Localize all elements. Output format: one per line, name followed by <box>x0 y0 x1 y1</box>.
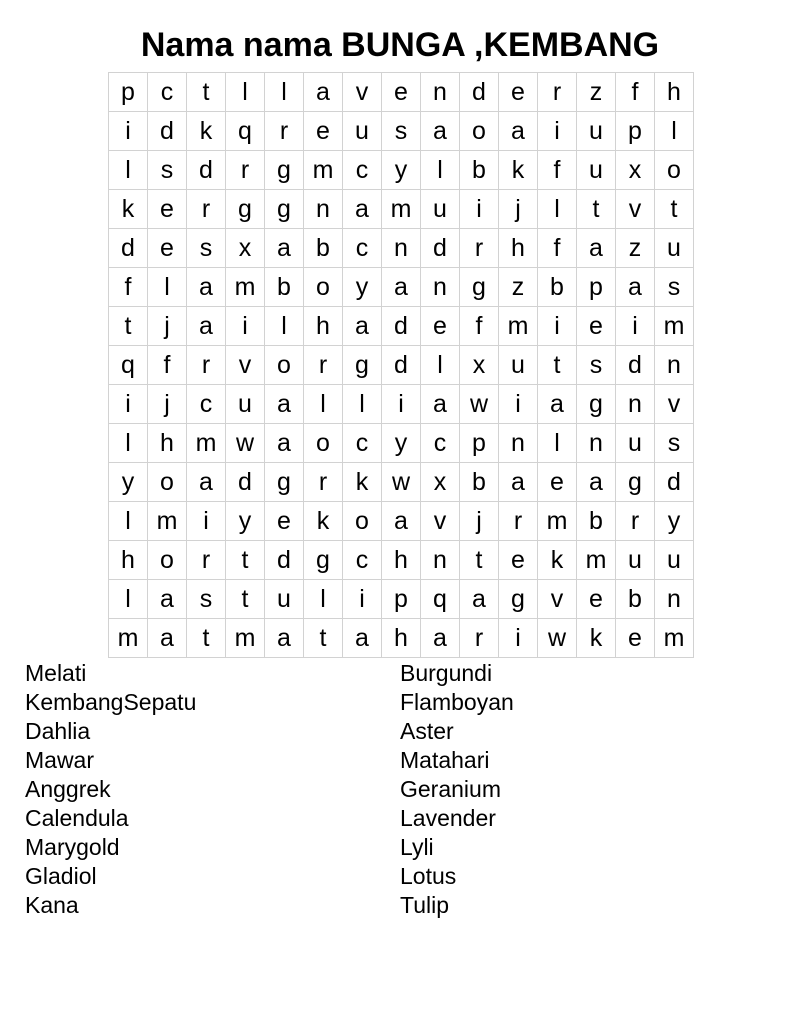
grid-cell[interactable]: e <box>577 580 616 619</box>
grid-cell[interactable]: c <box>343 541 382 580</box>
word-list-item: Marygold <box>25 834 120 860</box>
grid-cell[interactable]: r <box>226 151 265 190</box>
grid-cell[interactable]: h <box>499 229 538 268</box>
grid-cell[interactable]: a <box>343 190 382 229</box>
grid-cell[interactable]: g <box>460 268 499 307</box>
grid-cell[interactable]: s <box>577 346 616 385</box>
grid-cell[interactable]: c <box>343 229 382 268</box>
grid-cell[interactable]: w <box>460 385 499 424</box>
grid-cell[interactable]: c <box>343 424 382 463</box>
word-list-left <box>25 659 196 920</box>
grid-cell[interactable]: n <box>421 541 460 580</box>
grid-cell[interactable]: v <box>343 73 382 112</box>
grid-cell[interactable]: l <box>109 151 148 190</box>
grid-cell[interactable]: b <box>460 463 499 502</box>
grid-cell[interactable]: e <box>616 619 655 658</box>
grid-cell[interactable]: d <box>382 307 421 346</box>
grid-cell[interactable]: a <box>265 229 304 268</box>
grid-cell[interactable]: i <box>538 307 577 346</box>
grid-cell[interactable]: e <box>499 541 538 580</box>
grid-cell[interactable]: j <box>148 385 187 424</box>
grid-cell[interactable]: d <box>109 229 148 268</box>
page-title: Nama nama BUNGA ,KEMBANG <box>140 26 660 64</box>
grid-cell[interactable]: p <box>577 268 616 307</box>
grid-row <box>109 268 694 307</box>
grid-cell[interactable]: t <box>109 307 148 346</box>
grid-cell[interactable]: l <box>538 190 577 229</box>
grid-row <box>109 73 694 112</box>
grid-cell[interactable]: y <box>343 268 382 307</box>
grid-cell[interactable]: y <box>226 502 265 541</box>
grid-cell[interactable]: x <box>226 229 265 268</box>
grid-cell[interactable]: k <box>499 151 538 190</box>
grid-cell[interactable]: k <box>343 463 382 502</box>
grid-cell[interactable]: w <box>382 463 421 502</box>
grid-cell[interactable]: a <box>343 307 382 346</box>
grid-cell[interactable]: l <box>109 424 148 463</box>
grid-cell[interactable]: d <box>187 151 226 190</box>
grid-cell[interactable]: a <box>421 619 460 658</box>
grid-cell[interactable]: s <box>382 112 421 151</box>
grid-cell[interactable]: s <box>187 229 226 268</box>
grid-cell[interactable]: l <box>421 346 460 385</box>
grid-cell[interactable]: t <box>187 619 226 658</box>
grid-cell[interactable]: g <box>226 190 265 229</box>
grid-cell[interactable]: i <box>109 385 148 424</box>
grid-cell[interactable]: a <box>499 463 538 502</box>
grid-cell[interactable]: f <box>109 268 148 307</box>
grid-cell[interactable]: e <box>577 307 616 346</box>
grid-cell[interactable]: g <box>265 190 304 229</box>
grid-cell[interactable]: u <box>499 346 538 385</box>
grid-cell[interactable]: t <box>187 73 226 112</box>
grid-cell[interactable]: r <box>460 229 499 268</box>
grid-cell[interactable]: w <box>226 424 265 463</box>
grid-cell[interactable]: a <box>382 268 421 307</box>
grid-cell[interactable]: b <box>304 229 343 268</box>
grid-cell[interactable]: r <box>460 619 499 658</box>
grid-cell[interactable]: k <box>187 112 226 151</box>
grid-cell[interactable]: e <box>382 73 421 112</box>
grid-cell[interactable]: r <box>187 541 226 580</box>
grid-cell[interactable]: a <box>577 463 616 502</box>
grid-cell[interactable]: d <box>226 463 265 502</box>
grid-cell[interactable]: y <box>109 463 148 502</box>
grid-row <box>109 229 694 268</box>
grid-cell[interactable]: t <box>460 541 499 580</box>
word-list-item: KembangSepatu <box>25 689 197 715</box>
grid-row <box>109 463 694 502</box>
grid-cell[interactable]: a <box>538 385 577 424</box>
grid-cell[interactable]: e <box>499 73 538 112</box>
grid-cell[interactable]: p <box>382 580 421 619</box>
grid-cell[interactable]: f <box>616 73 655 112</box>
grid-cell[interactable]: a <box>265 424 304 463</box>
grid-cell[interactable]: n <box>382 229 421 268</box>
grid-cell[interactable]: a <box>616 268 655 307</box>
grid-cell[interactable]: r <box>187 190 226 229</box>
grid-cell[interactable]: u <box>577 151 616 190</box>
grid-row <box>109 151 694 190</box>
grid-cell[interactable]: k <box>577 619 616 658</box>
word-list-item: Mawar <box>25 747 95 773</box>
word-list-item: Calendula <box>25 805 129 831</box>
grid-cell[interactable]: g <box>304 541 343 580</box>
grid-cell[interactable]: u <box>655 541 694 580</box>
grid-cell[interactable]: r <box>265 112 304 151</box>
grid-cell[interactable]: x <box>421 463 460 502</box>
grid-cell[interactable]: b <box>460 151 499 190</box>
grid-cell[interactable]: g <box>265 151 304 190</box>
grid-cell[interactable]: a <box>499 112 538 151</box>
grid-cell[interactable]: t <box>304 619 343 658</box>
grid-cell[interactable]: h <box>382 619 421 658</box>
grid-cell[interactable]: c <box>421 424 460 463</box>
grid-cell[interactable]: m <box>655 619 694 658</box>
grid-cell[interactable]: o <box>343 502 382 541</box>
grid-cell[interactable]: d <box>265 541 304 580</box>
word-list-item: Lyli <box>400 834 434 860</box>
grid-cell[interactable]: m <box>577 541 616 580</box>
grid-cell[interactable]: z <box>499 268 538 307</box>
grid-cell[interactable]: a <box>148 580 187 619</box>
grid-cell[interactable]: j <box>499 190 538 229</box>
grid-cell[interactable]: u <box>421 190 460 229</box>
grid-cell[interactable]: f <box>538 151 577 190</box>
word-list-item: Dahlia <box>25 718 91 744</box>
grid-row <box>109 385 694 424</box>
grid-cell[interactable]: i <box>109 112 148 151</box>
grid-cell[interactable]: p <box>616 112 655 151</box>
grid-cell[interactable]: f <box>538 229 577 268</box>
word-list-item: Burgundi <box>400 660 493 686</box>
grid-cell[interactable]: t <box>538 346 577 385</box>
word-list-right <box>400 659 514 920</box>
grid-cell[interactable]: a <box>421 385 460 424</box>
grid-cell[interactable]: a <box>421 112 460 151</box>
grid-cell[interactable]: f <box>148 346 187 385</box>
grid-cell[interactable]: l <box>109 502 148 541</box>
grid-cell[interactable]: e <box>304 112 343 151</box>
grid-cell[interactable]: u <box>577 112 616 151</box>
grid-cell[interactable]: o <box>304 424 343 463</box>
grid-cell[interactable]: r <box>304 346 343 385</box>
grid-cell[interactable]: o <box>655 151 694 190</box>
grid-cell[interactable]: d <box>460 73 499 112</box>
grid-cell[interactable]: l <box>109 580 148 619</box>
grid-cell[interactable]: v <box>226 346 265 385</box>
grid-cell[interactable]: q <box>226 112 265 151</box>
grid-cell[interactable]: i <box>616 307 655 346</box>
grid-cell[interactable]: n <box>421 268 460 307</box>
grid-cell[interactable]: e <box>148 190 187 229</box>
grid-cell[interactable]: d <box>421 229 460 268</box>
word-list-item: Aster <box>400 718 454 744</box>
grid-cell[interactable]: i <box>343 580 382 619</box>
grid-cell[interactable]: a <box>460 580 499 619</box>
grid-cell[interactable]: y <box>382 424 421 463</box>
grid-cell[interactable]: b <box>265 268 304 307</box>
grid-cell[interactable]: l <box>265 73 304 112</box>
grid-cell[interactable]: o <box>148 541 187 580</box>
word-search-grid <box>108 72 694 658</box>
grid-row <box>109 307 694 346</box>
grid-cell[interactable]: u <box>343 112 382 151</box>
grid-cell[interactable]: x <box>460 346 499 385</box>
grid-cell[interactable]: o <box>460 112 499 151</box>
grid-cell[interactable]: u <box>616 541 655 580</box>
grid-cell[interactable]: b <box>538 268 577 307</box>
grid-cell[interactable]: l <box>304 580 343 619</box>
grid-cell[interactable]: l <box>265 307 304 346</box>
grid-cell[interactable]: x <box>616 151 655 190</box>
grid-cell[interactable]: l <box>421 151 460 190</box>
grid-row <box>109 346 694 385</box>
grid-cell[interactable]: r <box>499 502 538 541</box>
grid-cell[interactable]: l <box>538 424 577 463</box>
word-list-item: Gladiol <box>25 863 97 889</box>
grid-cell[interactable]: i <box>382 385 421 424</box>
grid-cell[interactable]: n <box>655 580 694 619</box>
grid-cell[interactable]: a <box>187 268 226 307</box>
grid-cell[interactable]: u <box>616 424 655 463</box>
grid-cell[interactable]: r <box>304 463 343 502</box>
grid-cell[interactable]: l <box>655 112 694 151</box>
grid-cell[interactable]: o <box>304 268 343 307</box>
grid-cell[interactable]: g <box>616 463 655 502</box>
grid-cell[interactable]: a <box>265 385 304 424</box>
word-list-item: Kana <box>25 892 79 918</box>
grid-cell[interactable]: m <box>538 502 577 541</box>
word-list-item: Lotus <box>400 863 457 889</box>
grid-cell[interactable]: i <box>226 307 265 346</box>
grid-cell[interactable]: i <box>187 502 226 541</box>
grid-cell[interactable]: h <box>109 541 148 580</box>
word-list-item: Melati <box>25 660 87 686</box>
grid-cell[interactable]: s <box>655 424 694 463</box>
grid-cell[interactable]: n <box>421 73 460 112</box>
grid-cell[interactable]: e <box>538 463 577 502</box>
grid-cell[interactable]: y <box>655 502 694 541</box>
grid-cell[interactable]: q <box>421 580 460 619</box>
grid-cell[interactable]: v <box>655 385 694 424</box>
grid-row <box>109 190 694 229</box>
grid-cell[interactable]: h <box>304 307 343 346</box>
grid-cell[interactable]: b <box>577 502 616 541</box>
grid-cell[interactable]: z <box>616 229 655 268</box>
grid-cell[interactable]: c <box>343 151 382 190</box>
grid-cell[interactable]: s <box>187 580 226 619</box>
grid-cell[interactable]: m <box>499 307 538 346</box>
grid-cell[interactable]: k <box>304 502 343 541</box>
grid-cell[interactable]: m <box>655 307 694 346</box>
grid-cell[interactable]: g <box>577 385 616 424</box>
grid-cell[interactable]: m <box>226 619 265 658</box>
grid-cell[interactable]: t <box>226 541 265 580</box>
grid-cell[interactable]: s <box>148 151 187 190</box>
grid-cell[interactable]: z <box>577 73 616 112</box>
word-list-item: Matahari <box>400 747 490 773</box>
grid-cell[interactable]: a <box>382 502 421 541</box>
grid-cell[interactable]: n <box>577 424 616 463</box>
grid-row <box>109 424 694 463</box>
grid-cell[interactable]: g <box>343 346 382 385</box>
grid-cell[interactable]: m <box>109 619 148 658</box>
word-list-item: Flamboyan <box>400 689 514 715</box>
grid-cell[interactable]: c <box>187 385 226 424</box>
grid-cell[interactable]: t <box>577 190 616 229</box>
grid-cell[interactable]: m <box>187 424 226 463</box>
grid-cell[interactable]: c <box>148 73 187 112</box>
grid-row <box>109 502 694 541</box>
grid-cell[interactable]: h <box>655 73 694 112</box>
grid-cell[interactable]: u <box>655 229 694 268</box>
grid-cell[interactable]: p <box>109 73 148 112</box>
grid-cell[interactable]: e <box>421 307 460 346</box>
word-list-item: Tulip <box>400 892 449 918</box>
grid-cell[interactable]: t <box>226 580 265 619</box>
grid-cell[interactable]: j <box>148 307 187 346</box>
grid-cell[interactable]: u <box>265 580 304 619</box>
grid-cell[interactable]: g <box>499 580 538 619</box>
grid-cell[interactable]: h <box>148 424 187 463</box>
grid-cell[interactable]: q <box>109 346 148 385</box>
grid-cell[interactable]: k <box>109 190 148 229</box>
grid-cell[interactable]: y <box>382 151 421 190</box>
grid-cell[interactable]: m <box>382 190 421 229</box>
grid-cell[interactable]: a <box>577 229 616 268</box>
grid-cell[interactable]: r <box>616 502 655 541</box>
word-list-item: Lavender <box>400 805 496 831</box>
grid-row <box>109 580 694 619</box>
word-list-item: Geranium <box>400 776 501 802</box>
grid-cell[interactable]: v <box>421 502 460 541</box>
grid-row <box>109 112 694 151</box>
grid-cell[interactable]: h <box>382 541 421 580</box>
grid-cell[interactable]: w <box>538 619 577 658</box>
grid-cell[interactable]: g <box>265 463 304 502</box>
grid-cell[interactable]: e <box>265 502 304 541</box>
grid-cell[interactable]: r <box>538 73 577 112</box>
grid-cell[interactable]: k <box>538 541 577 580</box>
grid-cell[interactable]: t <box>655 190 694 229</box>
grid-cell[interactable]: u <box>226 385 265 424</box>
grid-cell[interactable]: d <box>655 463 694 502</box>
grid-cell[interactable]: a <box>187 463 226 502</box>
grid-cell[interactable]: p <box>460 424 499 463</box>
grid-cell[interactable]: m <box>148 502 187 541</box>
grid-cell[interactable]: v <box>538 580 577 619</box>
grid-cell[interactable]: e <box>148 229 187 268</box>
grid-row <box>109 541 694 580</box>
grid-cell[interactable]: o <box>265 346 304 385</box>
grid-cell[interactable]: n <box>655 346 694 385</box>
grid-cell[interactable]: n <box>304 190 343 229</box>
grid-cell[interactable]: l <box>343 385 382 424</box>
grid-row <box>109 619 694 658</box>
grid-cell[interactable]: i <box>538 112 577 151</box>
grid-cell[interactable]: l <box>148 268 187 307</box>
grid-cell[interactable]: r <box>187 346 226 385</box>
word-list-item: Anggrek <box>25 776 111 802</box>
grid-cell[interactable]: a <box>148 619 187 658</box>
grid-cell[interactable]: j <box>460 502 499 541</box>
grid-cell[interactable]: a <box>304 73 343 112</box>
grid-cell[interactable]: m <box>226 268 265 307</box>
grid-cell[interactable]: l <box>226 73 265 112</box>
grid-cell[interactable]: d <box>382 346 421 385</box>
grid-cell[interactable]: d <box>616 346 655 385</box>
grid-cell[interactable]: v <box>616 190 655 229</box>
grid-cell[interactable]: s <box>655 268 694 307</box>
grid-cell[interactable]: i <box>499 619 538 658</box>
grid-cell[interactable]: a <box>187 307 226 346</box>
grid-cell[interactable]: d <box>148 112 187 151</box>
grid-cell[interactable]: f <box>460 307 499 346</box>
grid-cell[interactable]: i <box>499 385 538 424</box>
grid-cell[interactable]: n <box>616 385 655 424</box>
grid-cell[interactable]: n <box>499 424 538 463</box>
grid-cell[interactable]: l <box>304 385 343 424</box>
grid-cell[interactable]: o <box>148 463 187 502</box>
grid-cell[interactable]: a <box>265 619 304 658</box>
grid-cell[interactable]: b <box>616 580 655 619</box>
grid-cell[interactable]: m <box>304 151 343 190</box>
grid-cell[interactable]: i <box>460 190 499 229</box>
grid-cell[interactable]: a <box>343 619 382 658</box>
